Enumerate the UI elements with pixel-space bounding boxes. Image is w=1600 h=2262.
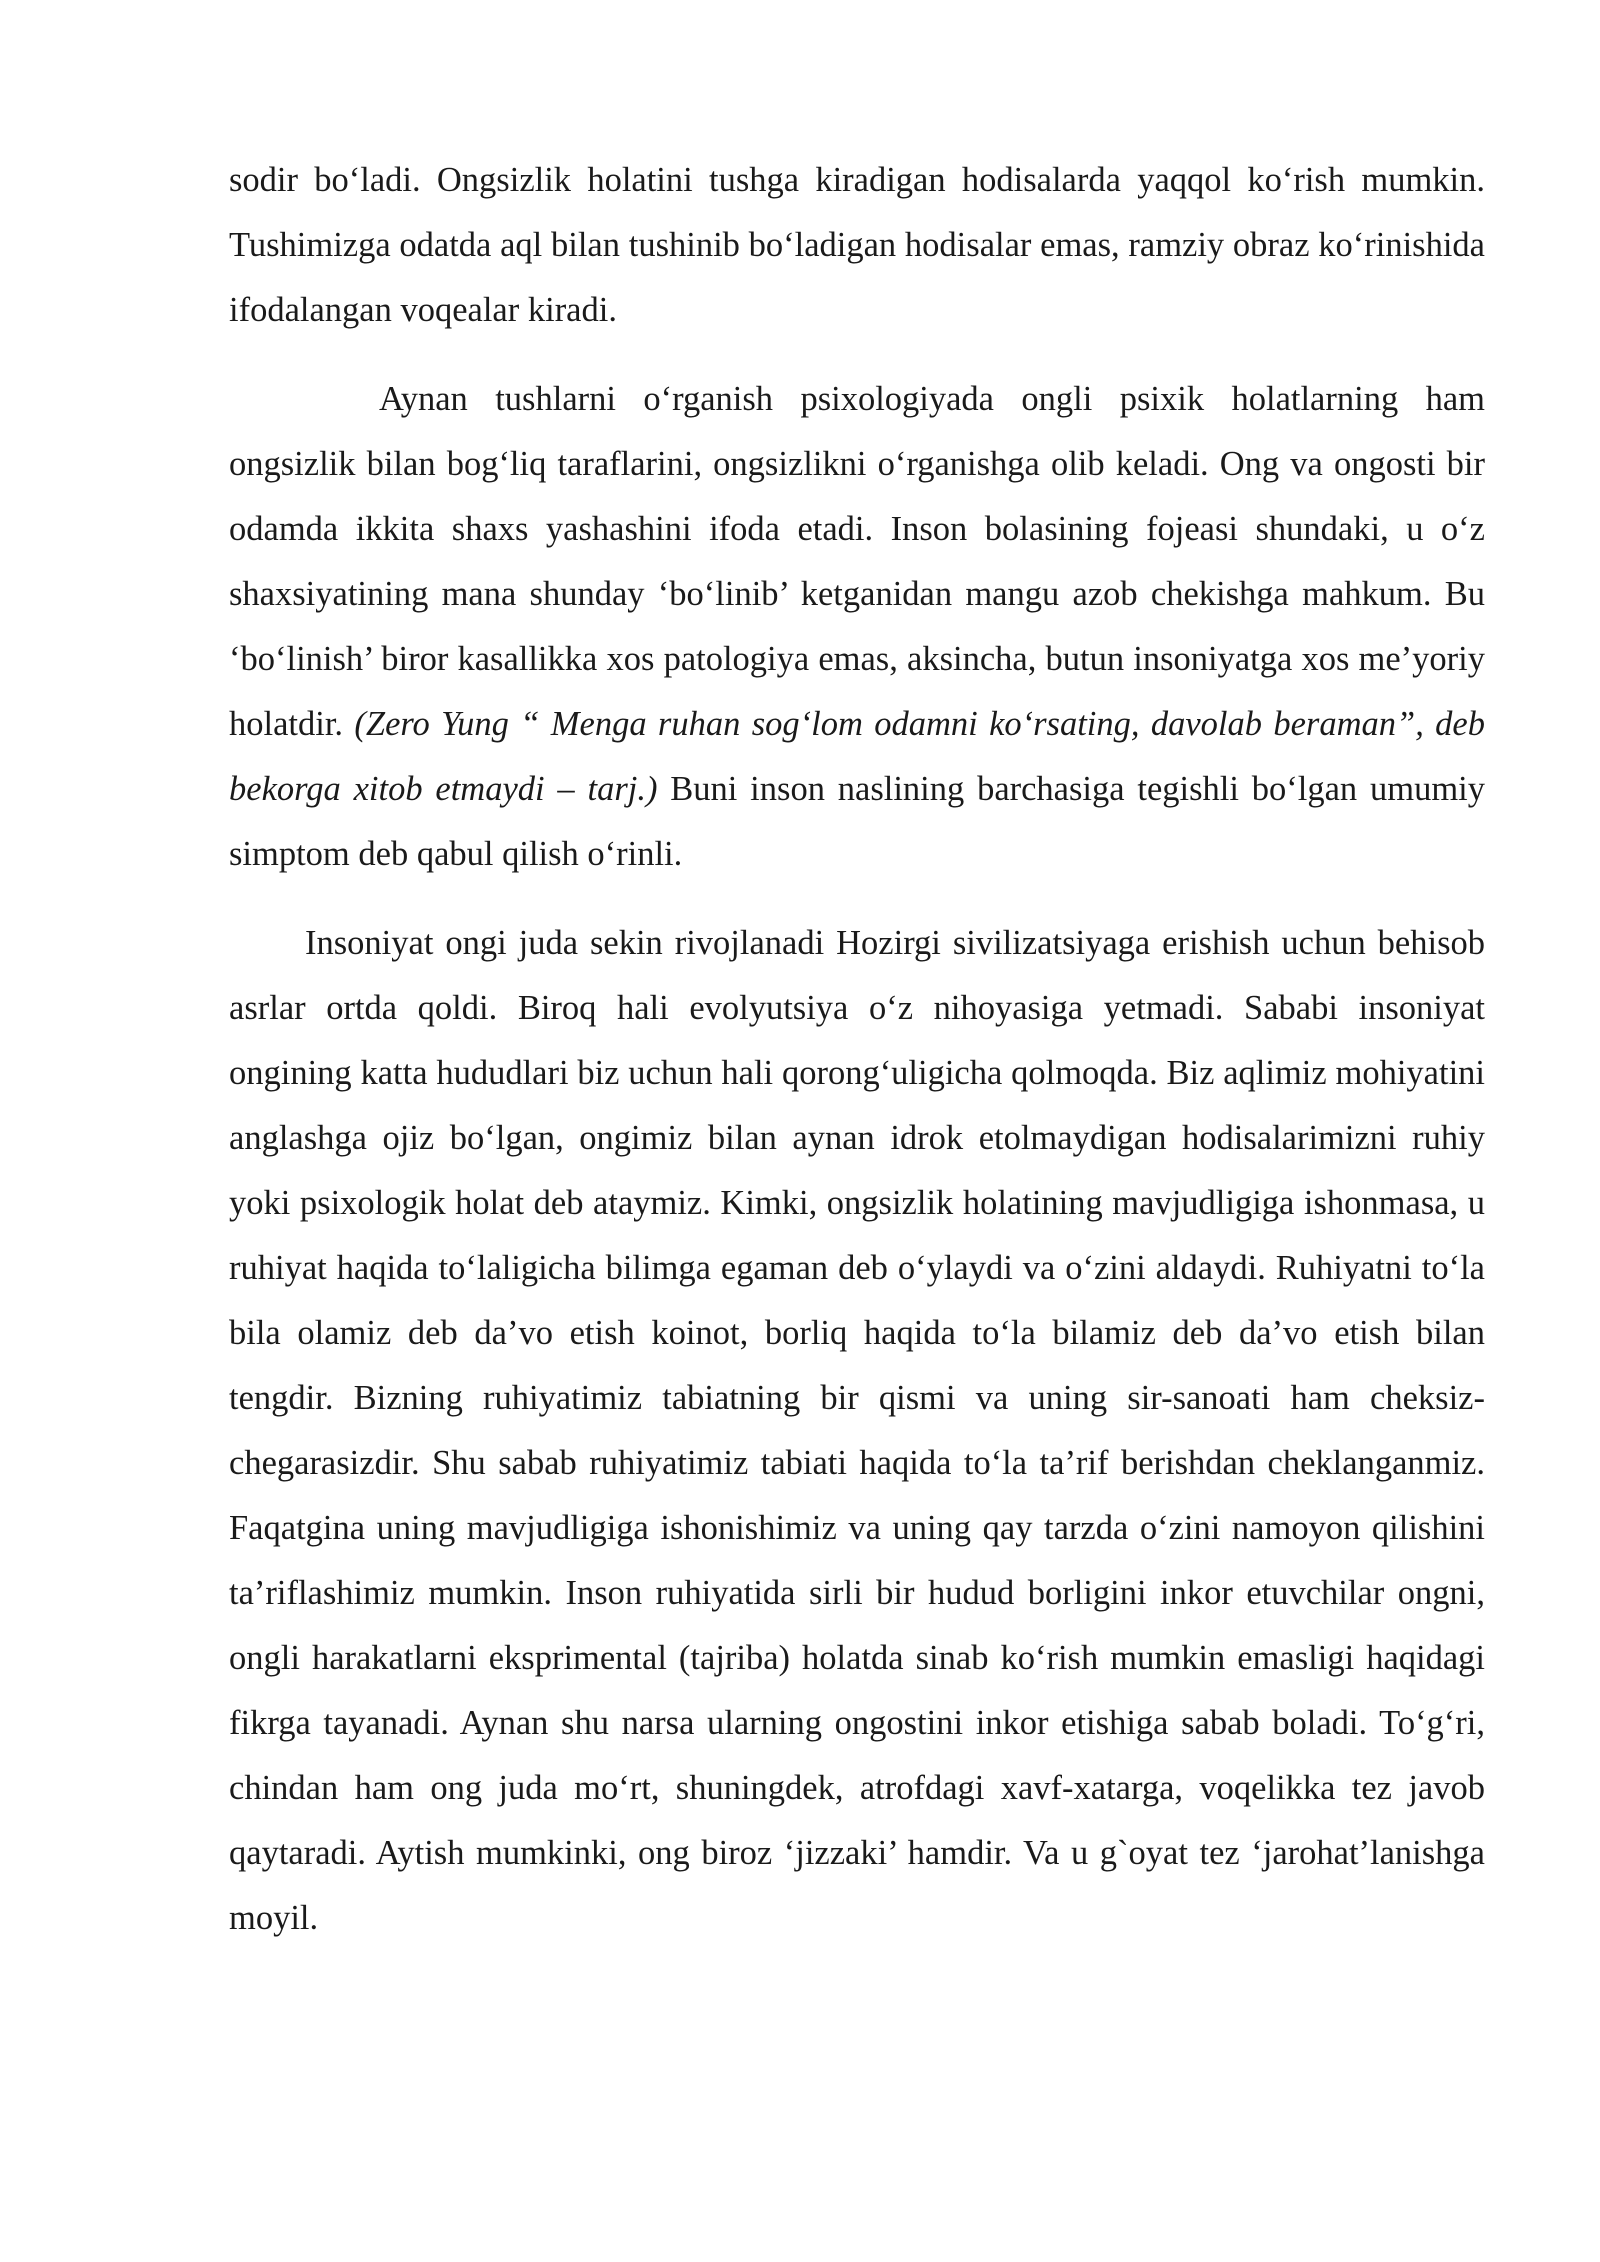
- document-body: [229, 148, 1485, 1951]
- paragraph-2-italic-quote: (Zero Yung “ Menga ruhan sog‘lom odamni ko‘rsating, davolab beraman”, deb bekorga xitob etmaydi – tarj.): [229, 705, 1485, 808]
- paragraph-2-text-end: Buni inson naslining barchasiga tegishli bo‘lgan umumiy simptom deb qabul qilish o‘rinli.: [229, 770, 1485, 873]
- paragraph-1: sodir bo‘ladi. Ongsizlik holatini tushga kiradigan hodisalarda yaqqol ko‘rish mumkin. Tushimizga odatda aql bilan tushinib bo‘ladigan hodisalar emas, ramziy obraz ko‘rinishida ifodalangan voqealar kiradi.: [229, 161, 1485, 329]
- paragraph-2: [229, 367, 1485, 887]
- paragraph-2-text-start: Aynan tushlarni o‘rganish psixologiyada ongli psixik holatlarning ham ongsizlik bilan bog‘liq taraflarini, ongsizlikni o‘rganishga olib keladi. Ong va ongosti bir odamda ikkita shaxs yashashini ifoda etadi. Inson bolasining fojeasi shundaki, u o‘z shaxsiyatining mana shunday ‘bo‘linib’ ketganidan mangu azob chekishga mahkum. Bu ‘bo‘linish’ biror kasallikka xos patologiya emas, aksincha, butun insoniyatga xos me’yoriy holatdir.: [229, 380, 1485, 743]
- paragraph-3: Insoniyat ongi juda sekin rivojlanadi Hozirgi sivilizatsiyaga erishish uchun behisob asrlar ortda qoldi. Biroq hali evolyutsiya o‘z nihoyasiga yetmadi. Sababi insoniyat ongining katta hududlari biz uchun hali qorong‘uligicha qolmoqda. Biz aqlimiz mohiyatini anglashga ojiz bo‘lgan, ongimiz bilan aynan idrok etolmaydigan hodisalarimizni ruhiy yoki psixologik holat deb ataymiz. Kimki, ongsizlik holatining mavjudligiga ishonmasa, u ruhiyat haqida to‘laligicha bilimga egaman deb o‘ylaydi va o‘zini aldaydi. Ruhiyatni to‘la bila olamiz deb da’vo etish koinot, borliq haqida to‘la bilamiz deb da’vo etish bilan tengdir. Bizning ruhiyatimiz tabiatning bir qismi va uning sir-sanoati ham cheksiz-chegarasizdir. Shu sabab ruhiyatimiz tabiati haqida to‘la ta’rif berishdan cheklanganmiz. Faqatgina uning mavjudligiga ishonishimiz va uning qay tarzda o‘zini namoyon qilishini ta’riflashimiz mumkin. Inson ruhiyatida sirli bir hudud borligini inkor etuvchilar ongni, ongli harakatlarni eksprimental (tajriba) holatda sinab ko‘rish mumkin emasligi haqidagi fikrga tayanadi. Aynan shu narsa ularning ongostini inkor etishiga sabab boladi. To‘g‘ri, chindan ham ong juda mo‘rt, shuningdek, atrofdagi xavf-xatarga, voqelikka tez javob qaytaradi. Aytish mumkinki, ong biroz ‘jizzaki’ hamdir. Va u g`oyat tez ‘jarohat’lanishga moyil.: [229, 924, 1485, 1937]
